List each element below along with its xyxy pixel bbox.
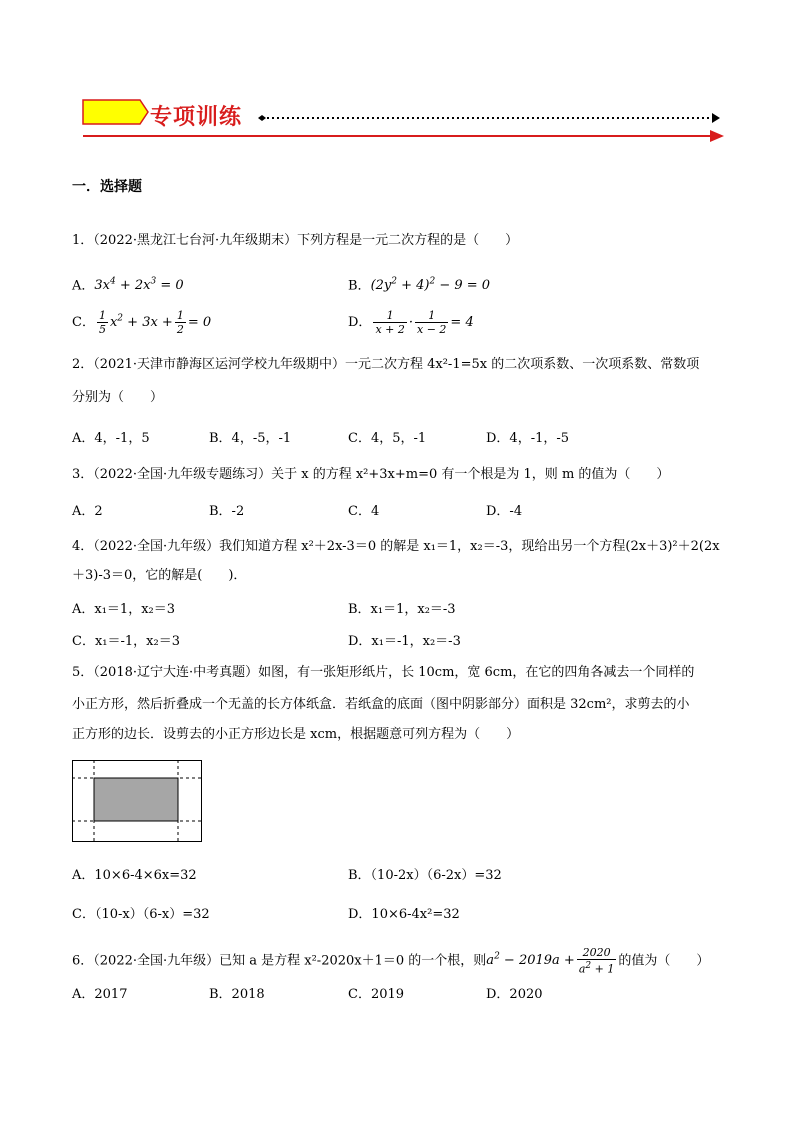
fraction: $\frac{2020}{a^2 + 1}$ <box>578 946 615 976</box>
question-5-option-c[interactable]: C．（10-x）（6-x）=32 <box>72 907 210 922</box>
question-4-option-c[interactable]: C．x₁＝-1，x₂＝3 <box>72 634 180 649</box>
question-3-option-a[interactable]: A．2 <box>72 504 103 519</box>
question-6-expression: $a^2 - 2019a$ + <box>486 952 575 969</box>
fraction: $\frac{1}{x + 2}$ <box>375 309 405 336</box>
banner-title: 专项训练 <box>150 105 243 130</box>
question-1-option-b[interactable] <box>348 273 490 295</box>
fraction: $\frac{1}{5}$ <box>98 309 106 336</box>
question-4-option-a[interactable]: A．x₁＝1，x₂＝3 <box>72 602 176 617</box>
question-2-option-c[interactable]: C．4，5，-1 <box>348 431 427 446</box>
option-label: B． <box>348 278 371 294</box>
option-b-equation: $(2y^2 + 4)^2 - 9 = 0$ <box>370 277 491 294</box>
question-6-option-a[interactable]: A．2017 <box>72 987 128 1002</box>
question-2-stem-line-2: 分别为（ ） <box>72 390 164 405</box>
question-6-stem-prefix: 6．（2022·全国·九年级）已知 a 是方程 x²-2020x＋1＝0 的一个根，则 <box>72 953 487 969</box>
fraction: $\frac{1}{x - 2}$ <box>417 309 447 336</box>
question-5-option-b[interactable]: B．（10-2x）（6-2x）=32 <box>348 868 502 883</box>
question-6-option-c[interactable]: C．2019 <box>348 987 405 1002</box>
question-6-option-b[interactable]: B．2018 <box>209 987 265 1002</box>
section-title: 一．选择题 <box>72 179 142 195</box>
question-3-stem: 3．（2022·全国·九年级专题练习）关于 x 的方程 x²+3x+m=0 有一个根是为 1，则 m 的值为（ ） <box>72 467 670 482</box>
question-2-option-b[interactable]: B．4，-5，-1 <box>209 431 292 446</box>
question-1-option-c[interactable] <box>72 309 211 336</box>
question-2-stem-line-1: 2．（2021·天津市静海区运河学校九年级期中）一元二次方程 4x²-1=5x 的二次项系数、一次项系数、常数项 <box>72 357 700 372</box>
option-a-equation: $3x^4 + 2x^3 = 0$ <box>94 277 184 294</box>
question-1-option-d[interactable] <box>348 309 474 336</box>
question-5-stem-line-3: 正方形的边长．设剪去的小正方形边长是 xcm，根据题意可列方程为（ ） <box>72 727 520 742</box>
question-1-stem: 1．（2022·黑龙江七台河·九年级期末）下列方程是一元二次方程的是（ ） <box>72 233 519 248</box>
question-4-stem-line-1: 4．（2022·全国·九年级）我们知道方程 x²＋2x-3＝0 的解是 x₁＝1，x₂＝-3，现给出另一个方程(2x＋3)²＋2(2x <box>72 539 720 554</box>
question-5-stem-line-2: 小正方形，然后折叠成一个无盖的长方体纸盒．若纸盒的底面（图中阴影部分）面积是 32cm²，求剪去的小 <box>72 697 690 712</box>
question-5-option-d[interactable]: D．10×6-4x²=32 <box>348 907 460 922</box>
option-c-equation-part: $x^2 + 3x$ + <box>109 313 173 330</box>
question-3-option-b[interactable]: B．-2 <box>209 504 245 519</box>
question-4-stem-line-2: ＋3)-3＝0，它的解是( )． <box>72 568 247 583</box>
option-label: D． <box>348 315 372 330</box>
question-1-option-a[interactable] <box>72 273 184 295</box>
question-4-option-d[interactable]: D．x₁＝-1，x₂＝-3 <box>348 634 461 649</box>
question-2-option-d[interactable]: D．4，-1，-5 <box>486 431 570 446</box>
question-2-option-a[interactable]: A．4，-1，5 <box>72 431 150 446</box>
option-label: C． <box>72 315 95 330</box>
question-3-option-d[interactable]: D．-4 <box>486 504 523 519</box>
banner-dotted-arrowhead <box>712 113 720 123</box>
question-4-option-b[interactable]: B．x₁＝1，x₂＝-3 <box>348 602 456 617</box>
rectangle-paper-figure <box>72 760 202 842</box>
option-d-equals: = 4 <box>450 315 474 330</box>
question-5-stem-line-1: 5．（2018·辽宁大连·中考真题）如图，有一张矩形纸片，长 10cm，宽 6cm，在它的四角各减去一个同样的 <box>72 665 695 680</box>
fraction: $\frac{1}{2}$ <box>176 309 184 336</box>
dot-operator: · <box>408 315 413 330</box>
question-3-option-c[interactable]: C．4 <box>348 504 380 519</box>
question-6-stem-suffix: 的值为（ ） <box>618 953 710 969</box>
question-5-option-a[interactable]: A．10×6-4×6x=32 <box>72 868 197 883</box>
banner-red-arrowhead <box>710 130 724 142</box>
banner-diamond <box>258 115 266 121</box>
option-c-equals: = 0 <box>187 315 212 330</box>
question-6-stem <box>72 946 709 976</box>
banner-arrow-tab <box>83 100 148 124</box>
question-6-option-d[interactable]: D．2020 <box>486 987 543 1002</box>
shaded-base <box>94 778 178 821</box>
option-label: A． <box>72 278 95 294</box>
